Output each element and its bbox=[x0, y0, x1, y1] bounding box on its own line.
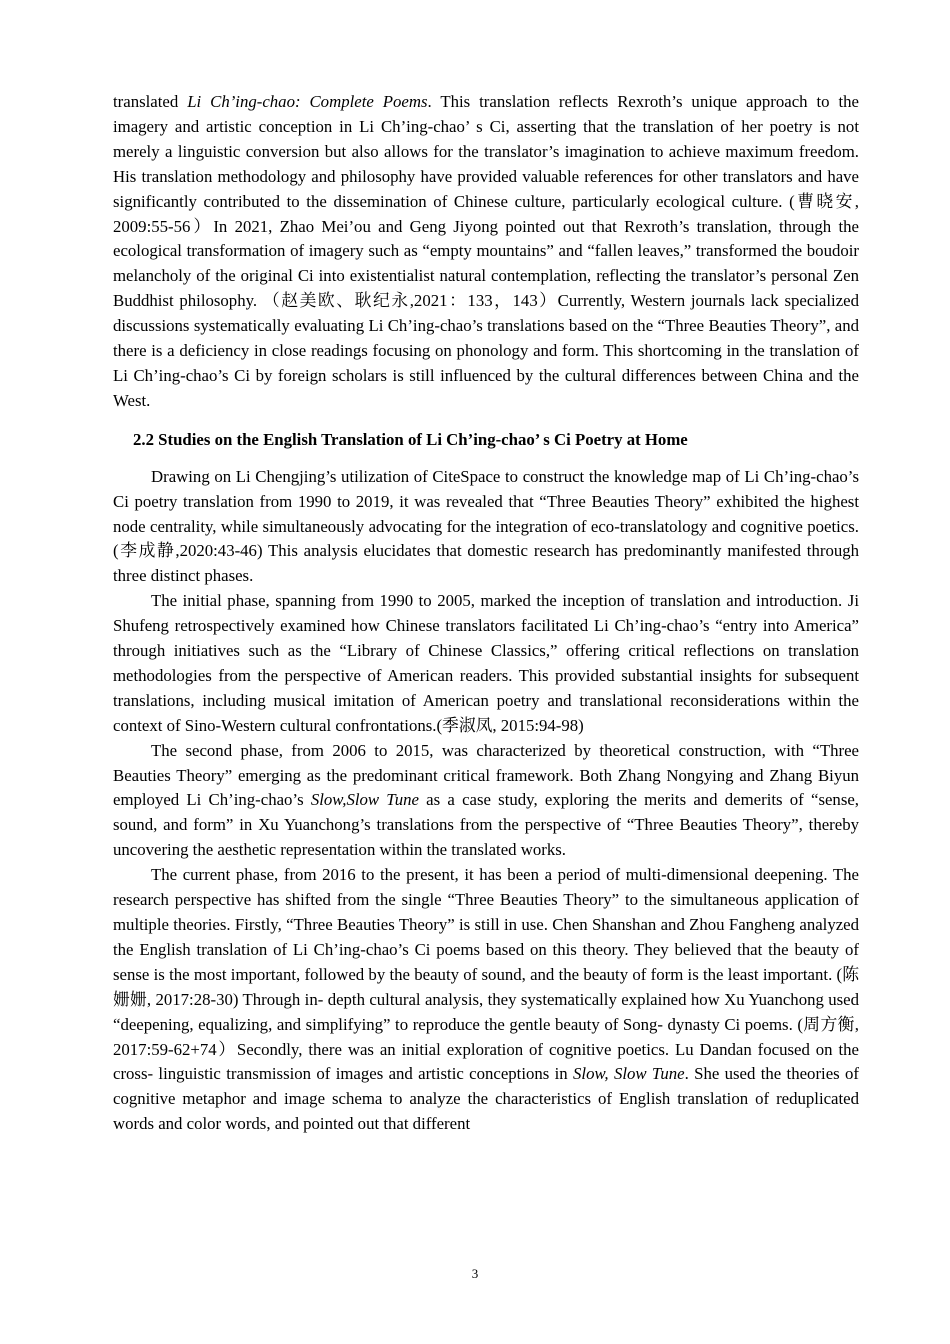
body-text bbox=[113, 90, 859, 1137]
text-run: translated bbox=[113, 92, 188, 111]
text-run: The second phase, from 2006 to 2015, was characterized by theoretical construction, with “Three Beauties Theory” emerging as the predominant critical framework. Both Zhang Nongying and Zhang Biyun employed Li Ch’ing-chao’s bbox=[113, 740, 859, 810]
paragraph-overview: Drawing on Li Chengjing’s utilization of CiteSpace to construct the knowledge map of Li Ch’ing-chao’s Ci poetry translation from 1990 to 2019, it was revealed that “Three Beauties Theory” exhibited the highest node centrality, while simultaneously advocating for the integration of eco-translatology and cognitive poetics. (李成静,2020:43-46) This analysis elucidates that domestic research has predominantly manifested through three distinct phases. bbox=[113, 466, 859, 586]
section-heading: 2.2 Studies on the English Translation of Li Ch’ing-chao’ s Ci Poetry at Home bbox=[133, 429, 688, 449]
paragraph-rexroth bbox=[113, 90, 859, 414]
work-title: Slow, Slow Tune bbox=[573, 1064, 685, 1084]
paragraph-initial-phase: The initial phase, spanning from 1990 to 2005, marked the inception of translation and introduction. Ji Shufeng retrospectively examined how Chinese translators facilitated Li Ch’ing-chao’s “entry into America” through initiatives such as the “Library of Chinese Classics,” offering critical reflections on translation methodologies from the perspective of American readers. This provided substantial insights for subsequent translations, including musical imitation of American poetry and translational reconsiderations within the context of Sino-Western cultural confrontations.(季淑凤, 2015:94-98) bbox=[113, 591, 859, 735]
paragraph-second-phase bbox=[113, 739, 859, 864]
page-number: 3 bbox=[471, 1266, 479, 1281]
text-run: The current phase, from 2016 to the present, it has been a period of multi-dimensional deepening. The research perspective has shifted from the single “Three Beauties Theory” to the simultaneous application of multiple theories. Firstly, “Three Beauties Theory” is still in use. Chen Shanshan and Zhou Fangheng analyzed the English translation of Li Ch’ing-chao’s Ci poems based on this theory. They believed that the beauty of sense is the most important, followed by the beauty of sound, and the beauty of form is the least important. (陈姗姗, 2017:28-30) Through in- depth cultural analysis, they systematically explained how Xu Yuanchong used “deepening, equalizing, and simplifying” to reproduce the gentle beauty of Song- dynasty Ci poems. (周方衡, 2017:59-62+74）Secondly, there was an initial exploration of cognitive poetics. Lu Dandan focused on the cross- linguistic transmission of images and artistic conceptions in bbox=[113, 865, 859, 1084]
text-run: . This translation reflects Rexroth’s unique approach to the imagery and artistic conception in Li Ch’ing-chao’ s Ci, asserting that the translation of her poetry is not merely a linguistic conversion but also allows for the translator’s imagination to achieve maximum freedom. His translation methodology and philosophy have provided valuable references for other translators and have significantly contributed to the dissemination of Chinese culture, particularly ecological culture. (曹晓安, 2009:55-56）In 2021, Zhao Mei’ou and Geng Jiyong pointed out that Rexroth’s translation, through the ecological transformation of imagery such as “empty mountains” and “fallen leaves,” transformed the boudoir melancholy of the original Ci into existentialist natural contemplation, reflecting the translator’s personal Zen Buddhist philosophy. （赵美欧、耿纪永,2021：133，143）Currently, Western journals lack specialized discussions systematically evaluating Li Ch’ing-chao’s translations based on the “Three Beauties Theory”, and there is a deficiency in close readings focusing on phonology and form. This shortcoming in the translation of Li Ch’ing-chao’s Ci by foreign scholars is still influenced by the cultural differences between China and the West. bbox=[113, 92, 859, 410]
text-run: as a case study, exploring the merits and demerits of “sense, sound, and form” in Xu Yuanchong’s translations from the perspective of “Three Beauties Theory”, thereby uncovering the aesthetic representation within the translated works. bbox=[113, 790, 859, 860]
work-title: Slow,Slow Tune bbox=[310, 790, 419, 810]
text-run: . She used the theories of cognitive metaphor and image schema to analyze the characteristics of English translation of reduplicated words and color words, and pointed out that different bbox=[113, 1064, 859, 1134]
book-title: Li Ch’ing-chao: Complete Poems bbox=[187, 92, 428, 111]
paragraph-current-phase bbox=[113, 863, 859, 1137]
